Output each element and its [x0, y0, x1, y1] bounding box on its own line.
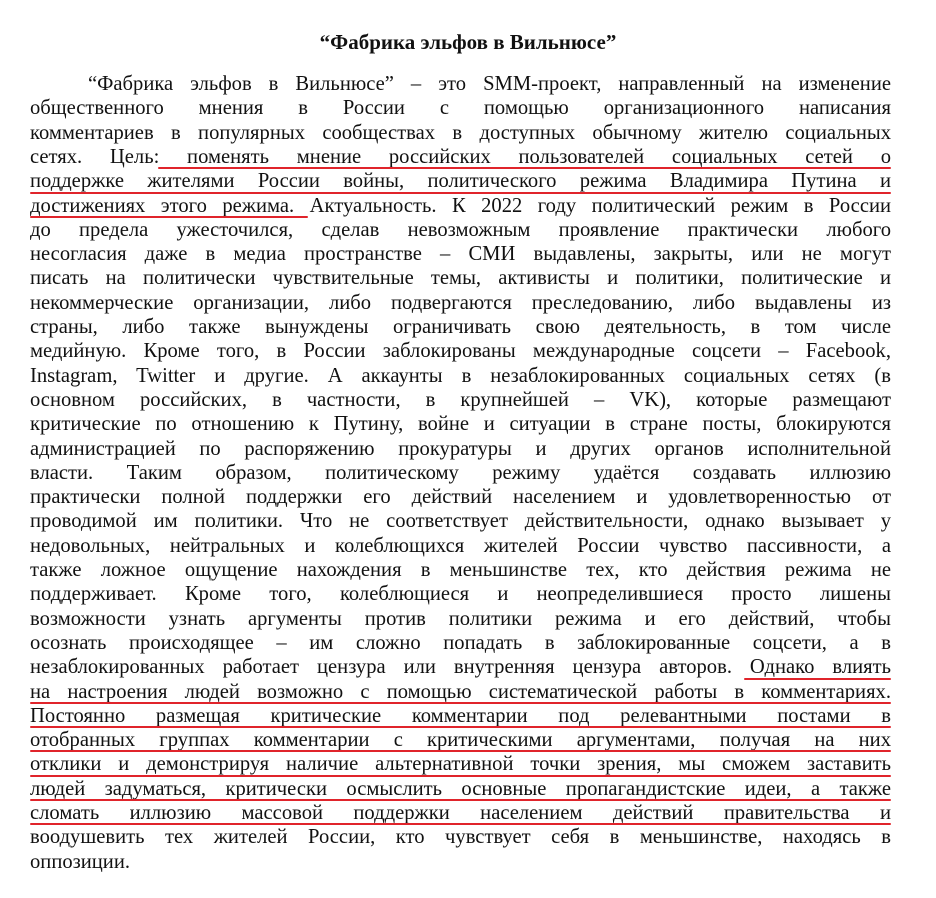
paragraph-line-3: комментариев в популярных сообществах в доступных обычному жителю социальных: [30, 121, 891, 144]
paragraph-line-28: отобранных группах комментарии с критическими аргументами, получая на них: [30, 729, 891, 752]
paragraph-line-33: оппозиции.: [30, 850, 131, 873]
highlight-underline: [744, 678, 891, 680]
paragraph-line-20: недовольных, нейтральных и колеблющихся жителей России чувство пассивности, а: [30, 534, 891, 557]
paragraph-line-21: также ложное ощущение нахождения в меньшинстве тех, кто действия режима не: [30, 559, 891, 581]
paragraph-line-10: некоммерческие организации, либо подвергаются преследованию, либо выдавлены из: [30, 291, 891, 314]
paragraph-line-23: возможности узнать аргументы против политики режима и его действий, чтобы: [30, 607, 891, 630]
paragraph-line-15: критические по отношению к Путину, войне и ситуации в стране посты, блокируются: [30, 413, 891, 436]
paragraph-line-29: отклики и демонстрируя наличие альтернативной точки зрения, мы сможем заставить: [30, 753, 891, 776]
paragraph-line-22: поддерживает. Кроме того, колеблющиеся и неопределившиеся просто лишены: [30, 583, 891, 606]
highlight-underline: [30, 726, 891, 728]
paragraph-line-6: достижениях этого режима. Актуальность. К 2022 году политический режим в России: [30, 194, 891, 217]
paragraph-line-9: писать на политически чувствительные темы, активисты и политики, политические и: [30, 267, 891, 290]
document-title: “Фабрика эльфов в Вильнюсе”: [319, 30, 617, 54]
paragraph-line-16: администрацией по распоряжению прокуратуры и других органов исполнительной: [30, 437, 891, 460]
highlight-underline: [30, 823, 891, 825]
highlight-underline: [30, 799, 891, 801]
highlight-underline: [158, 167, 891, 169]
paragraph-line-5: поддержке жителями России войны, политического режима Владимира Путина и: [30, 170, 891, 193]
paragraph-line-13: Instagram, Twitter и другие. А аккаунты в незаблокированных социальных сетях (в: [30, 364, 891, 387]
highlight-underline: [30, 702, 891, 704]
paragraph-line-8: несогласия даже в медиа пространстве – СМИ выдавлены, закрыты, или не могут: [30, 243, 891, 266]
paragraph-line-19: проводимой им политики. Что не соответствует действительности, однако вызывает у: [30, 510, 891, 533]
paragraph-line-12: медийную. Кроме того, в России заблокированы международные соцсети – Facebook,: [30, 340, 891, 363]
paragraph-line-7: до предела ужесточился, сделав невозможным проявление практически любого: [30, 218, 891, 241]
paragraph-line-4: сетях. Цель: поменять мнение российских пользователей социальных сетей о: [30, 145, 891, 168]
paragraph-line-26: на настроения людей возможно с помощью систематической работы в комментариях.: [30, 680, 891, 703]
paragraph-line-11: страны, либо также вынуждены ограничивать свою деятельность, в том числе: [30, 316, 891, 338]
paragraph-line-31: сломать иллюзию массовой поддержки населением действий правительства и: [30, 802, 891, 824]
paragraph-line-24: осознать происходящее – им сложно попадать в заблокированные соцсети, а в: [30, 631, 891, 654]
paragraph-line-17: власти. Таким образом, политическому режиму удаётся создавать иллюзию: [30, 461, 891, 484]
paragraph-line-14: основном российских, в частности, в крупнейшей – VK), которые размещают: [30, 388, 891, 411]
paragraph-line-2: общественного мнения в России с помощью организационного написания: [30, 97, 891, 120]
paragraph-line-1: “Фабрика эльфов в Вильнюсе” – это SMM-проект, направленный на изменение: [88, 73, 891, 95]
paragraph-line-30: людей задуматься, критически осмыслить основные пропагандистские идеи, а также: [30, 777, 891, 800]
paragraph-line-27: Постоянно размещая критические комментарии под релевантными постами в: [30, 704, 891, 727]
highlight-underline: [30, 216, 308, 218]
highlight-underline: [30, 192, 891, 194]
highlight-underline: [30, 775, 891, 777]
paragraph-line-18: практически полной поддержки его действий населением и удовлетворенностью от: [30, 486, 891, 509]
paragraph-line-32: воодушевить тех жителей России, кто чувствует себя в меньшинстве, находясь в: [30, 826, 891, 849]
paragraph-line-25: незаблокированных работает цензура или внутренняя цензура авторов. Однако влиять: [30, 656, 891, 679]
